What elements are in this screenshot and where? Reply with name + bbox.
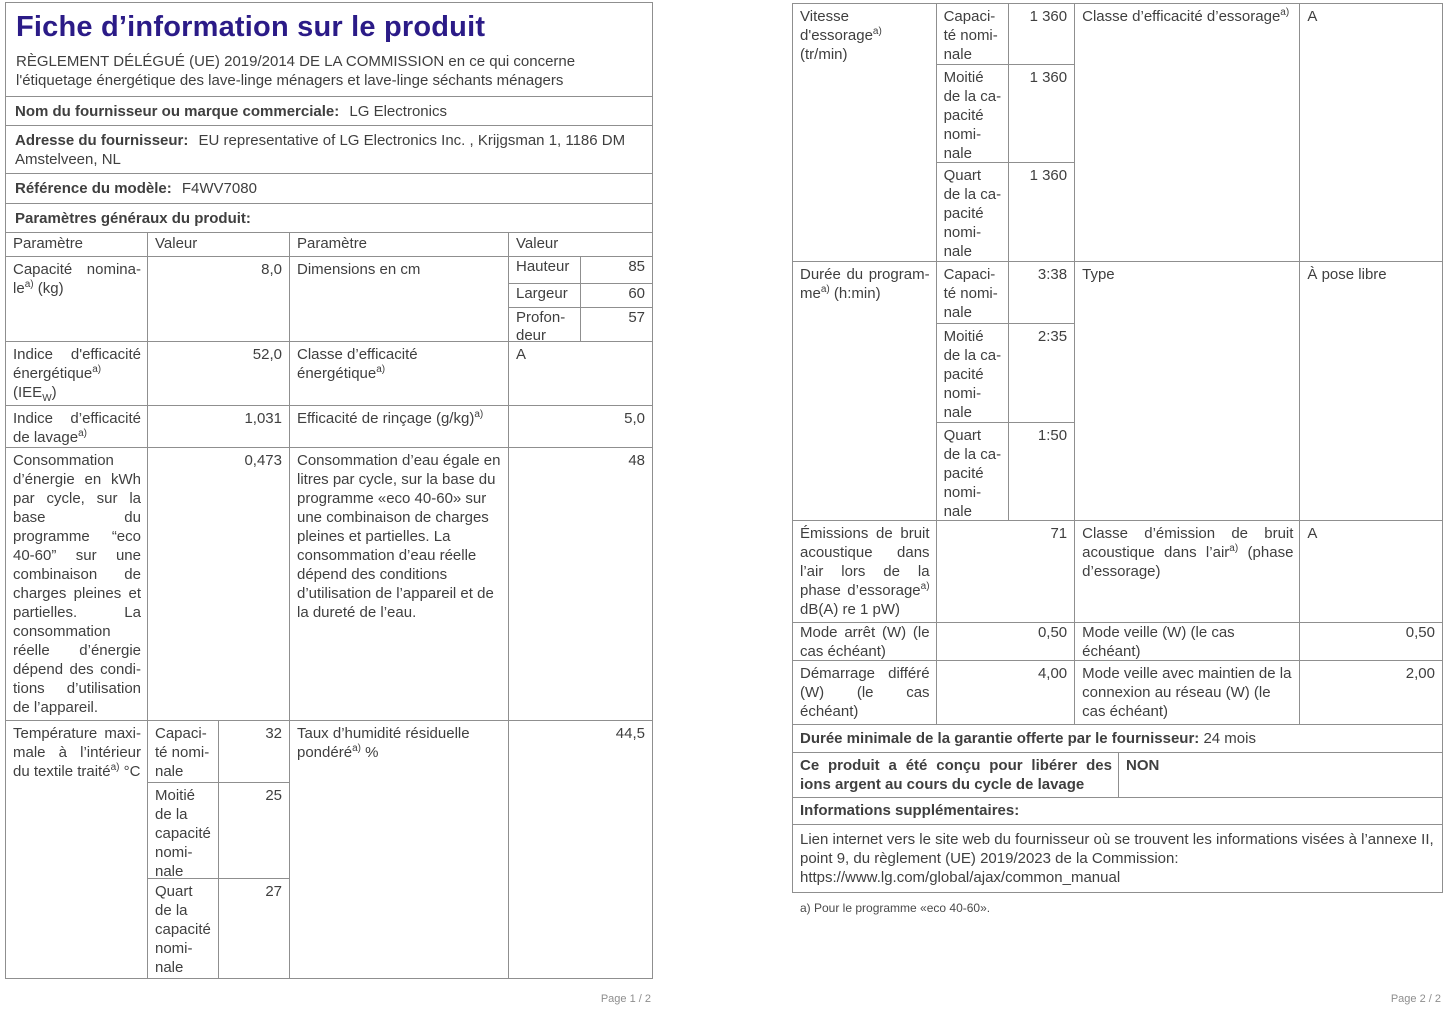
duration-nominal-value: 3:38 xyxy=(1008,262,1074,323)
footnote-marker: a) xyxy=(1229,543,1239,554)
temp-nominal-row xyxy=(148,721,289,782)
iee-subscript: W xyxy=(42,393,52,404)
duration-half-row xyxy=(937,323,1075,423)
dimension-width-label: Largeur xyxy=(516,284,568,302)
spin-speed-subtable xyxy=(936,4,1075,261)
page-2-table xyxy=(792,3,1443,893)
temp-half-label: Moitié de la capacité nominale xyxy=(155,786,211,879)
dimension-depth-row xyxy=(509,307,652,341)
residual-humidity-value: 44,5 xyxy=(508,721,652,978)
additional-info-heading: Informations supplémentaires: xyxy=(800,802,1020,819)
row-warranty xyxy=(793,724,1442,752)
standby-mode-label-cell: Mode veille (W) (le cas échéant) xyxy=(1074,623,1299,660)
spin-class-label-cell: Classe d’efficacité d’essorage$^{a)}$ xyxy=(1074,4,1299,261)
general-params-heading-row xyxy=(6,203,652,232)
row-energy-index xyxy=(6,341,652,405)
capacity-value: 8,0 xyxy=(147,257,289,341)
supplier-name-row xyxy=(6,96,652,125)
dimension-depth-label: Profondeur xyxy=(516,309,566,341)
standby-mode-value: 0,50 xyxy=(1299,623,1442,660)
footnote-marker: a) xyxy=(872,26,882,37)
off-mode-value: 0,50 xyxy=(936,623,1075,660)
dimension-height-row xyxy=(509,257,652,283)
temp-half-row xyxy=(148,782,289,879)
silver-ions-label-cell: Ce produit a été conçu pour libérer des ions argent au cours du cycle de lavage xyxy=(800,757,1112,793)
noise-class-label-cell: Classe d’émission de bruit acoustique dans l’air$^{a)}$ (phase d’essorage) xyxy=(1074,521,1299,622)
off-mode-label-cell: Mode arrêt (W) (le cas échéant) xyxy=(800,624,930,660)
model-reference-label: Référence du modèle: xyxy=(15,180,172,197)
program-duration-label-cell: Durée du programme$^{a)}$ (h:min) xyxy=(800,266,930,302)
row-supplier-link xyxy=(793,824,1442,892)
footnote-marker: a) xyxy=(820,284,830,295)
warranty-cell xyxy=(793,725,1442,752)
page-1-table xyxy=(5,2,653,979)
row-noise xyxy=(793,520,1442,622)
duration-quarter-value: 1:50 xyxy=(1008,423,1074,520)
spin-class-value: A xyxy=(1299,4,1442,261)
eco-program-footnote: a) Pour le programme «eco 40-60». xyxy=(800,901,991,915)
dimension-height-label: Hauteur xyxy=(516,258,570,275)
energy-consumption-label-cell: Consommation d’énergie en kWh par cycle, sur la base du programme “eco 40-60” sur une combinaison de charges pleines et partielles. La consommation réelle d’énergie dépend des conditions d’utilisation de l’appareil. xyxy=(13,452,141,716)
footnote-marker: a) xyxy=(920,581,930,592)
header-param-left: Paramètre xyxy=(13,235,84,252)
spin-quarter-label: Quart de la capacité nominale xyxy=(943,167,1002,260)
energy-class-value: A xyxy=(508,342,652,405)
footnote-marker: a) xyxy=(92,364,102,375)
row-wash-index xyxy=(6,405,652,447)
page-1-footer: Page 1 / 2 xyxy=(600,993,651,1005)
noise-class-value: A xyxy=(1299,521,1442,622)
row-consumption xyxy=(6,447,652,720)
header-value-left: Valeur xyxy=(147,233,289,256)
spin-quarter-row xyxy=(937,162,1075,261)
duration-quarter-row xyxy=(937,422,1075,520)
dimension-width-row xyxy=(509,283,652,308)
rinse-efficiency-value: 5,0 xyxy=(508,406,652,447)
energy-consumption-value: 0,473 xyxy=(147,448,289,720)
max-temperature-label-cell: Température maximale à l’intérieur du textile traité$^{a)}$ °C xyxy=(13,725,141,780)
spin-speed-label-cell: Vitesse d'essorage$^{a)}$ (tr/min) xyxy=(800,8,882,63)
water-consumption-label-cell: Consommation d’eau égale en litres par cycle, sur la base du programme «eco 40-60» sur une combinaison de charges pleines et partielles. La consommation d’eau réelle dépend des conditions d’utilisation de l’appareil et de la dureté de l’eau. xyxy=(289,448,508,720)
spin-half-row xyxy=(937,64,1075,162)
footnote-marker: a) xyxy=(352,743,361,754)
spin-half-label: Moitié de la capacité nominale xyxy=(943,69,1002,162)
header-param-right: Paramètre xyxy=(289,233,508,256)
duration-nominal-label: Capacité nominale xyxy=(943,266,998,321)
noise-label-cell: Émissions de bruit acoustique dans l’air lors de la phase d’essorage$^{a)}$ dB(A) re 1 pW) xyxy=(800,525,930,618)
energy-index-label-cell: Indice d'efficacité énergétique$^{a)}$ $(IEE_W)$ xyxy=(13,346,141,404)
duration-half-value: 2:35 xyxy=(1008,324,1074,423)
delayed-start-value: 4,00 xyxy=(936,661,1075,724)
duration-quarter-label: Quart de la capacité nominale xyxy=(943,427,1002,520)
spin-quarter-value: 1 360 xyxy=(1008,163,1074,261)
footnote-marker: a) xyxy=(376,364,386,375)
supplier-link-text: Lien internet vers le site web du fournisseur où se trouvent les informations visées à l’annexe II, point 9, du règlement (UE) 2019/2023 de la Commission: https://www.lg.com/global/ajax/common_manual xyxy=(800,831,1434,886)
type-label-cell: Type xyxy=(1074,262,1299,520)
footnote-marker: a) xyxy=(24,279,34,290)
row-silver-ions xyxy=(793,752,1442,797)
dimensions-label-cell: Dimensions en cm xyxy=(289,257,508,341)
row-capacity-dimensions xyxy=(6,256,652,341)
supplier-address-value: EU representative of LG Electronics Inc. , Krijgsman 1, 1186 DM Amstelveen, NL xyxy=(15,132,626,168)
temp-half-value: 25 xyxy=(218,783,289,879)
temp-quarter-value: 27 xyxy=(218,879,289,978)
spin-nominal-value: 1 360 xyxy=(1008,4,1074,64)
supplier-name-value: LG Electronics xyxy=(349,103,447,120)
duration-nominal-row xyxy=(937,262,1075,323)
spin-nominal-label: Capacité nominale xyxy=(943,8,998,63)
footnote-marker: a) xyxy=(474,409,484,420)
footnote-marker: a) xyxy=(110,762,120,773)
program-duration-subtable xyxy=(936,262,1075,520)
max-temperature-subtable xyxy=(147,721,289,978)
footnote-marker: a) xyxy=(1280,7,1290,18)
type-value: À pose libre xyxy=(1299,262,1442,520)
row-spin-speed xyxy=(793,4,1442,261)
page-1 xyxy=(5,2,653,1010)
dimensions-subtable xyxy=(508,257,652,341)
energy-index-value: 52,0 xyxy=(147,342,289,405)
water-consumption-value: 48 xyxy=(508,448,652,720)
page-2 xyxy=(792,2,1443,1010)
model-reference-value: F4WV7080 xyxy=(181,180,257,197)
duration-half-label: Moitié de la capacité nominale xyxy=(943,327,1002,421)
dimension-height-value: 85 xyxy=(580,257,653,283)
networked-standby-value: 2,00 xyxy=(1299,661,1442,724)
noise-value: 71 xyxy=(936,521,1075,622)
residual-humidity-label-cell: Taux d’humidité résiduelle pondéré$^{a)}$ % xyxy=(289,721,508,978)
warranty-label: Durée minimale de la garantie offerte par le fournisseur: xyxy=(800,730,1200,747)
rinse-efficiency-label-cell: Efficacité de rinçage $(g/kg)^{a)}$ xyxy=(289,406,508,447)
energy-class-label-cell: Classe d’efficacité énergétique$^{a)}$ xyxy=(289,342,508,405)
page-2-footer: Page 2 / 2 xyxy=(1390,993,1441,1005)
capacity-label-cell: Capacité nominale$^{a)}$ (kg) xyxy=(13,261,141,297)
row-temperature-humidity xyxy=(6,720,652,978)
wash-index-label-cell: Indice d’efficacité de lavage$^{a)}$ xyxy=(13,410,141,446)
temp-quarter-row xyxy=(148,878,289,978)
general-params-heading: Paramètres généraux du produit: xyxy=(15,210,251,227)
table-header-row xyxy=(6,232,652,256)
networked-standby-label-cell: Mode veille avec maintien de la connexion au réseau (W) (le cas échéant) xyxy=(1074,661,1299,724)
spin-half-value: 1 360 xyxy=(1008,65,1074,162)
dimension-depth-value: 57 xyxy=(580,308,653,341)
supplier-address-label: Adresse du fournisseur: xyxy=(15,132,189,149)
row-program-duration xyxy=(793,261,1442,520)
wash-index-value: 1,031 xyxy=(147,406,289,447)
temp-nominal-value: 32 xyxy=(218,721,289,782)
temp-nominal-label: Capacité nominale xyxy=(155,725,210,780)
spin-nominal-row xyxy=(937,4,1075,64)
delayed-start-label-cell: Démarrage différé (W) (le cas échéant) xyxy=(800,665,930,720)
warranty-value: 24 mois xyxy=(1203,730,1256,747)
title-block xyxy=(6,3,652,96)
silver-ions-value: NON xyxy=(1118,753,1442,797)
row-additional-heading xyxy=(793,797,1442,824)
row-delayed-start xyxy=(793,660,1442,724)
header-value-right: Valeur xyxy=(508,233,652,256)
page-title: Fiche d’information sur le produit xyxy=(16,11,486,43)
row-off-mode xyxy=(793,622,1442,660)
temp-quarter-label: Quart de la capacité nominale xyxy=(155,883,211,977)
dimension-width-value: 60 xyxy=(580,284,653,308)
model-reference-row xyxy=(6,173,652,203)
supplier-name-label: Nom du fournisseur ou marque commerciale: xyxy=(15,103,340,120)
footnote-marker: a) xyxy=(78,428,87,439)
supplier-address-row xyxy=(6,125,652,173)
regulation-subtitle: RÈGLEMENT DÉLÉGUÉ (UE) 2019/2014 DE LA COMMISSION en ce qui concerne l'étiquetage énergétique des lave-linge ménagers et lave-linge séchants ménagers xyxy=(16,53,576,89)
